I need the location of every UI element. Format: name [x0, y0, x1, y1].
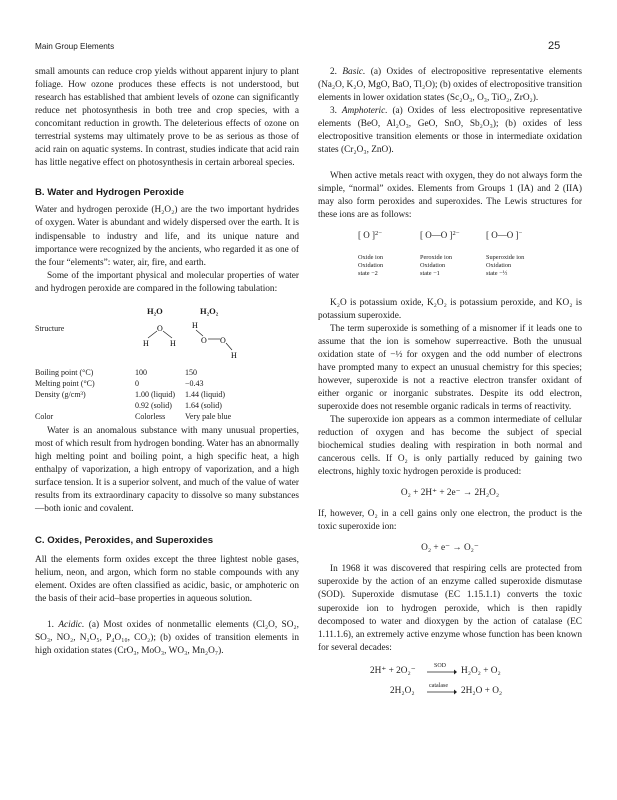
cell-h2o2: −0.43: [185, 378, 204, 388]
equation-1: O₂ + 2H⁺ + 2e⁻ → 2H₂O₂: [400, 488, 500, 499]
products: 2H₂O + O₂: [461, 685, 503, 696]
ion-oxidation-state: state −½: [486, 269, 508, 277]
table-row-structure: [35, 320, 299, 367]
table-row: [35, 367, 299, 378]
table-row: [35, 400, 299, 411]
cell-h2o: 100: [135, 367, 147, 377]
item-number: 2.: [330, 67, 337, 77]
table-row: [35, 411, 299, 422]
item-2: [318, 66, 582, 105]
lewis-structures: [358, 231, 582, 297]
water-h-atom-1: H: [143, 338, 149, 348]
structure-text: [ O ]: [358, 229, 375, 240]
item-title: Basic.: [342, 67, 366, 77]
charge: 2−: [375, 229, 382, 237]
left-column: [35, 66, 299, 658]
charge: −: [518, 229, 523, 237]
peroxide-ion-structure: [420, 231, 480, 251]
right-column: [318, 66, 582, 699]
equation-2: O₂ + e⁻ → O₂⁻: [421, 543, 479, 554]
reactants: 2H₂O₂: [390, 685, 415, 696]
enzyme-label: SOD: [434, 662, 447, 669]
running-title: Main Group Elements: [35, 42, 115, 51]
oxide-ion-structure: [358, 231, 418, 251]
if-paragraph: If, however, O₂ in a cell gains only one electron, the product is the toxic superoxide ion:: [318, 509, 582, 533]
water-structure: [130, 321, 190, 365]
reaction-arrow-icon: [427, 668, 457, 676]
cell-h2o2: Very pale blue: [185, 411, 232, 421]
ion-label-line: Oxidation: [420, 261, 446, 269]
b-paragraph-2: Some of the important physical and molecular properties of water and hydrogen peroxide are compared in the following tabulation:: [35, 270, 299, 294]
item-text: (a) Oxides of less electropositive representative elements (BeO, Al₂O₃, GeO, SnO, Sb₂O₃); (b) oxides of less electropositive transition elements or those in intermediate oxidation states (Cr₂O₃, ZnO).: [318, 106, 582, 156]
ion-name: Oxide ion: [358, 253, 384, 261]
ion-oxidation-state: state −1: [420, 269, 440, 277]
table-row: [35, 378, 299, 389]
reaction-sod: [318, 663, 582, 679]
c-paragraph-1: All the elements form oxides except the three lightest noble gases, helium, neon, and argon, which form no stable compounds with any element. Oxides are often classified as acidic, basic, or amphoteric on the basis of their acid–base properties in aqueous solution.: [35, 555, 299, 605]
col-h2o: H₂O: [147, 305, 163, 316]
intro-paragraph: small amounts can reduce crop yields without apparent injury to plant foliage. How ozone produces these effects is not understood, but research has established that ambient levels of ozone can significantly reduce net photosynthesis in both tree and crop species, with a concomitant reduction in growth. The deleterious effects of ozone on terrestrial systems may ultimately prove to be as serious as those of acid rain on aquatic systems. In contrast, studies indicate that acid rain has little negative effect on photosynthesis in certain arboreal species.: [35, 67, 299, 169]
cell-h2o2: 150: [185, 367, 197, 377]
superoxide-ion-structure: [486, 231, 546, 251]
properties-table: [35, 306, 299, 422]
item-title: Acidic.: [58, 620, 85, 631]
row-label: Boiling point (°C): [35, 367, 94, 377]
page-number: 25: [548, 40, 561, 52]
row-label: Color: [35, 411, 54, 421]
discovery-paragraph: In 1968 it was discovered that respiring cells are protected from superoxide by the action of an enzyme called superoxide dismutase (SOD). Superoxide dismutase (EC 1.15.1.1) converts the toxic superoxide ion to hydrogen peroxide, which is then rapidly decomposed to water and dioxygen by the action of catalase (EC 1.11.1.6), an extremely active enzyme whose function has been known for several decades:: [318, 564, 582, 653]
col-h2o2: H₂O₂: [200, 305, 219, 316]
water-o-atom: O: [157, 323, 163, 333]
section-c-heading: C. Oxides, Peroxides, and Superoxides: [35, 535, 214, 547]
item-number: 1.: [47, 620, 54, 631]
b-paragraph-3: Water is an anomalous substance with many unusual properties, most of which result from hydrogen bonding. Water has an abnormally high melting point and boiling point, a high specific heat, a high enthalpy of vaporization, a high entropy of vaporization, and a high surface tension. It is a superior solvent, and much of the value of water results from its extraordinary capacity to dissolve so many substances—both ionic and covalent.: [35, 425, 299, 515]
table-row: [35, 389, 299, 400]
peroxide-ion-group: [420, 231, 480, 278]
cell-h2o2: 1.44 (liquid): [185, 389, 225, 399]
products: H₂O₂ + O₂: [461, 665, 501, 676]
item-text: (a) Most oxides of nonmetallic elements (Cl₂O, SO₂, SO₃, NO₂, N₂O₅, P₄O₁₀, CO₂); (b) oxides of transition elements in high oxidation states (CrO₃, MoO₃, WO₃, Mn₂O₇).: [35, 620, 299, 657]
c-item-1: [35, 619, 299, 658]
cell-h2o: 1.00 (liquid): [135, 389, 175, 399]
row-label: Structure: [35, 323, 65, 333]
active-metals-paragraph: When active metals react with oxygen, they do not always form the simple, “normal” oxides. Elements from Groups 1 (IA) and 2 (IIA) may also form peroxides and superoxides. The Lewis structures for these ions are as follows:: [318, 171, 582, 221]
table-header-row: [35, 306, 299, 317]
peroxide-o-atom-2: O: [220, 335, 226, 345]
peroxide-structure: [185, 319, 255, 367]
ion-oxidation-state: state −2: [358, 269, 378, 277]
cell-h2o: Colorless: [135, 411, 166, 421]
oxide-ion-group: [358, 231, 418, 278]
item-3: [318, 105, 582, 157]
superoxide-ion-group: [486, 231, 546, 278]
reaction-arrow-icon: [427, 688, 457, 696]
row-label: Density (g/cm³): [35, 389, 86, 399]
reactants: 2H⁺ + 2O₂⁻: [370, 665, 416, 676]
cell-h2o2: 1.64 (solid): [185, 400, 222, 410]
water-h-atom-2: H: [170, 338, 176, 348]
cell-h2o: 0: [135, 378, 139, 388]
charge: 2−: [452, 229, 460, 237]
cell-h2o: 0.92 (solid): [135, 400, 172, 410]
peroxide-o-atom-1: O: [201, 335, 207, 345]
superoxide-intermediate-paragraph: The superoxide ion appears as a common intermediate of cellular reduction of oxygen and has become the subject of special biochemical studies dealing with respiration in both normal and cancerous cells. If O₂ is only partially reduced by gaining two electrons, highly toxic hydrogen peroxide is produced:: [318, 414, 582, 478]
reaction-catalase: [318, 683, 582, 699]
row-label: Melting point (°C): [35, 378, 95, 388]
item-text: (a) Oxides of electropositive representative elements (Na₂O, K₂O, MgO, BaO, Tl₂O); (b) oxides of electropositive transition elements in lower oxidation states (Sc₂O₃, O₃, TiO₂, ZrO₂).: [318, 67, 582, 104]
term-superoxide-paragraph: The term superoxide is something of a misnomer if it leads one to assume that the ion is somehow superreactive. Both the unusual oxidation state of −½ for oxygen and the odd number of electrons have prompted many to expect an unusual chemistry for this species; however, superoxide is not a reactive electron transfer oxidant of either organic or inorganic substrates. Despite its odd electron, superoxide does not resemble organic radicals in terms of reactivity.: [318, 323, 582, 412]
structure-text: [ O—O ]: [420, 229, 453, 240]
ion-label-line: Oxidation: [358, 261, 384, 269]
item-title: Amphoteric.: [341, 106, 388, 117]
ion-label-line: Oxidation: [486, 261, 512, 269]
k2o-paragraph: K₂O is potassium oxide, K₂O₂ is potassium peroxide, and KO₂ is potassium superoxide.: [318, 297, 582, 321]
peroxide-h-atom-1: H: [192, 320, 198, 330]
b-paragraph-1: Water and hydrogen peroxide (H₂O₂) are the two important hydrides of oxygen. Water is abundant and widely dispersed over the earth. It is indispensable to industry and life, and its unique nature and importance were recognized by the ancients, who regarded it as one of the four “elements”: water, air, fire, and earth.: [35, 205, 299, 268]
enzyme-label: catalase: [429, 682, 448, 689]
peroxide-h-atom-2: H: [231, 350, 237, 360]
ion-name: Superoxide ion: [486, 253, 525, 261]
item-number: 3.: [330, 106, 337, 117]
structure-text: [ O—O ]: [486, 229, 519, 240]
section-b-heading: B. Water and Hydrogen Peroxide: [35, 187, 184, 199]
ion-name: Peroxide ion: [420, 253, 453, 261]
